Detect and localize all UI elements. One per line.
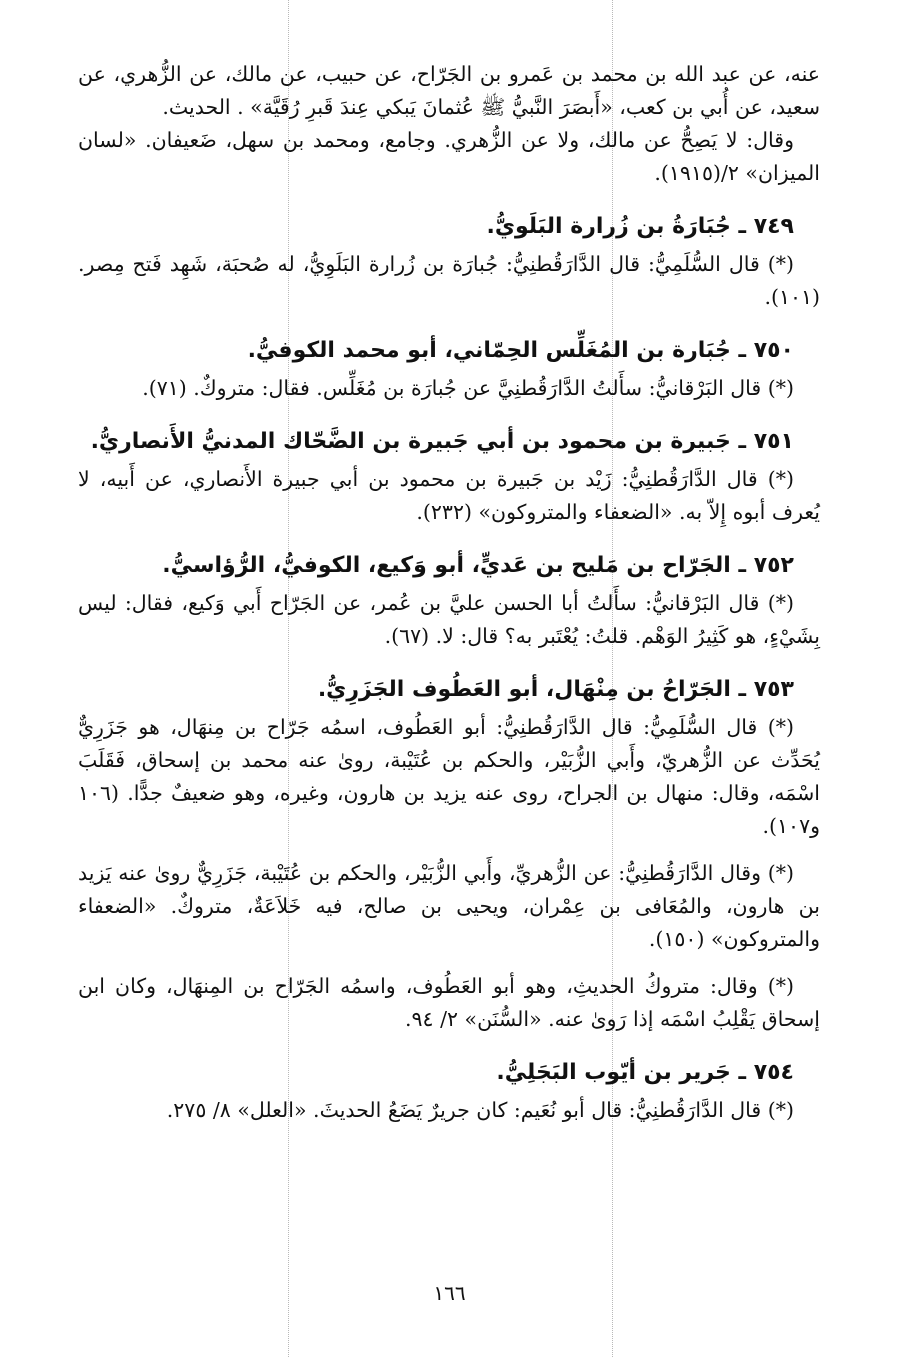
entry-751 [78, 425, 820, 529]
entry-754 [78, 1056, 820, 1127]
entry-paragraph: (*) قال السُّلَمِيُّ: قال الدَّارَقُطنِيُّ: جُبارَة بن زُرارة البَلَوِيُّ، له صُحبَة، شَهِد فَتح مِصر. (١٠١). [78, 252, 820, 309]
entry-paragraph: (*) وقال: متروكُ الحديثِ، وهو أبو العَطُوف، واسمُه الجَرّاح بن المِنهَال، وكان ابن إسحاق يَقْلِبُ اسْمَه إذا رَوىٰ عنه. «السُّنَن» ٢/ ٩٤. [78, 974, 820, 1031]
entry-paragraph: (*) قال الدَّارَقُطنِيُّ: زَيْد بن جَبيرة بن محمود بن أبي جبيرة الأَنصاري، عن أَبيه، لا يُعرف أبوه إِلاّ به. «الضعفاء والمتروكون» (٢٣٢). [78, 467, 820, 524]
entry-paragraph: (*) قال الدَّارَقُطنِيُّ: قال أبو نُعَيم: كان جريرٌ يَضَعُ الحديثَ. «العلل» ٨/ ٢٧٥. [166, 1098, 794, 1122]
entry-heading: ٧٥٤ ـ جَرير بن أيّوب البَجَلِيُّ. [496, 1060, 794, 1085]
intro-paragraph: عنه، عن عبد الله بن محمد بن عَمرو بن الجَرّاح، عن حبيب، عن مالك، عن الزُّهري، عن سعيد، عن أُبي بن كعب، «أَبصَرَ النَّبيُّ ﷺ عُثمانَ يَبكي عِندَ قَبرِ رُقَيَّة» . الحديث. [78, 62, 820, 119]
entry-753 [78, 673, 820, 1036]
entry-heading: ٧٥٢ ـ الجَرّاح بن مَليح بن عَديٍّ، أبو وَكيع، الكوفيُّ، الرُّؤاسيُّ. [162, 553, 794, 578]
entry-752 [78, 549, 820, 653]
entry-paragraph: (*) قال البَرْقانيُّ: سأَلتُ الدَّارَقُطنِيَّ عن جُبارَة بن مُغَلِّس. فقال: متروكٌ. (٧١). [142, 376, 794, 400]
entry-749 [78, 210, 820, 314]
document-page [78, 58, 820, 1127]
intro-paragraph: وقال: لا يَصِحُّ عن مالك، ولا عن الزُّهري. وجامع، ومحمد بن سهل، ضَعيفان. «لسان الميزان» ٢/(١٩١٥). [78, 128, 820, 185]
entry-750 [78, 334, 820, 405]
entry-heading: ٧٥٠ ـ جُبَارة بن المُغَلِّس الحِمّاني، أبو محمد الكوفيُّ. [247, 338, 794, 363]
entry-paragraph: (*) قال البَرْقانيُّ: سأَلتُ أبا الحسن عليَّ بن عُمر، عن الجَرّاح أَبي وَكيع، فقال: ليس بِشَيْءٍ، هو كَثِيرُ الوَهْم. قلتُ: يُعْتَبر به؟ قال: لا. (٦٧). [78, 591, 820, 648]
entry-heading: ٧٥١ ـ جَبيرة بن محمود بن أبي جَبيرة بن الضَّحّاك المدنيُّ الأَنصاريُّ. [90, 429, 794, 454]
page-number: ١٦٦ [433, 1281, 466, 1305]
entry-paragraph: (*) وقال الدَّارَقُطنِيُّ: عن الزُّهريِّ، وأَبي الزُّبَيْر، والحكم بن عُتَيْبة، جَزَرِيٌّ روىٰ عنه يَزيد بن هارون، والمُعَافى بن عِمْران، ويحيى بن صالح، فيه خَلاَعَةٌ، متروكٌ. «الضعفاء والمتروكون» (١٥٠). [78, 861, 820, 951]
entry-heading: ٧٥٣ ـ الجَرّاحُ بن مِنْهَال، أبو العَطُوف الجَزَرِيُّ. [317, 677, 794, 702]
entry-paragraph: (*) قال السُّلَمِيُّ: قال الدَّارَقُطنِيُّ: أبو العَطُوف، اسمُه جَرّاح بن مِنهَال، هو جَزَرِيٌّ يُحَدِّث عن الزُّهريّ، وأَبي الزُّبَيْر، والحكم بن عُتَيْبة، روىٰ عنه محمد بن إسحاق، فَقَلَبَ اسْمَه، وقال: منهال بن الجراح، روى عنه يزيد بن هارون، وغيره، وهو ضعيفٌ جدًّا. (١٠٦ و١٠٧). [78, 715, 820, 838]
entry-heading: ٧٤٩ ـ جُبَارَةُ بن زُرارة البَلَويُّ. [486, 214, 794, 239]
